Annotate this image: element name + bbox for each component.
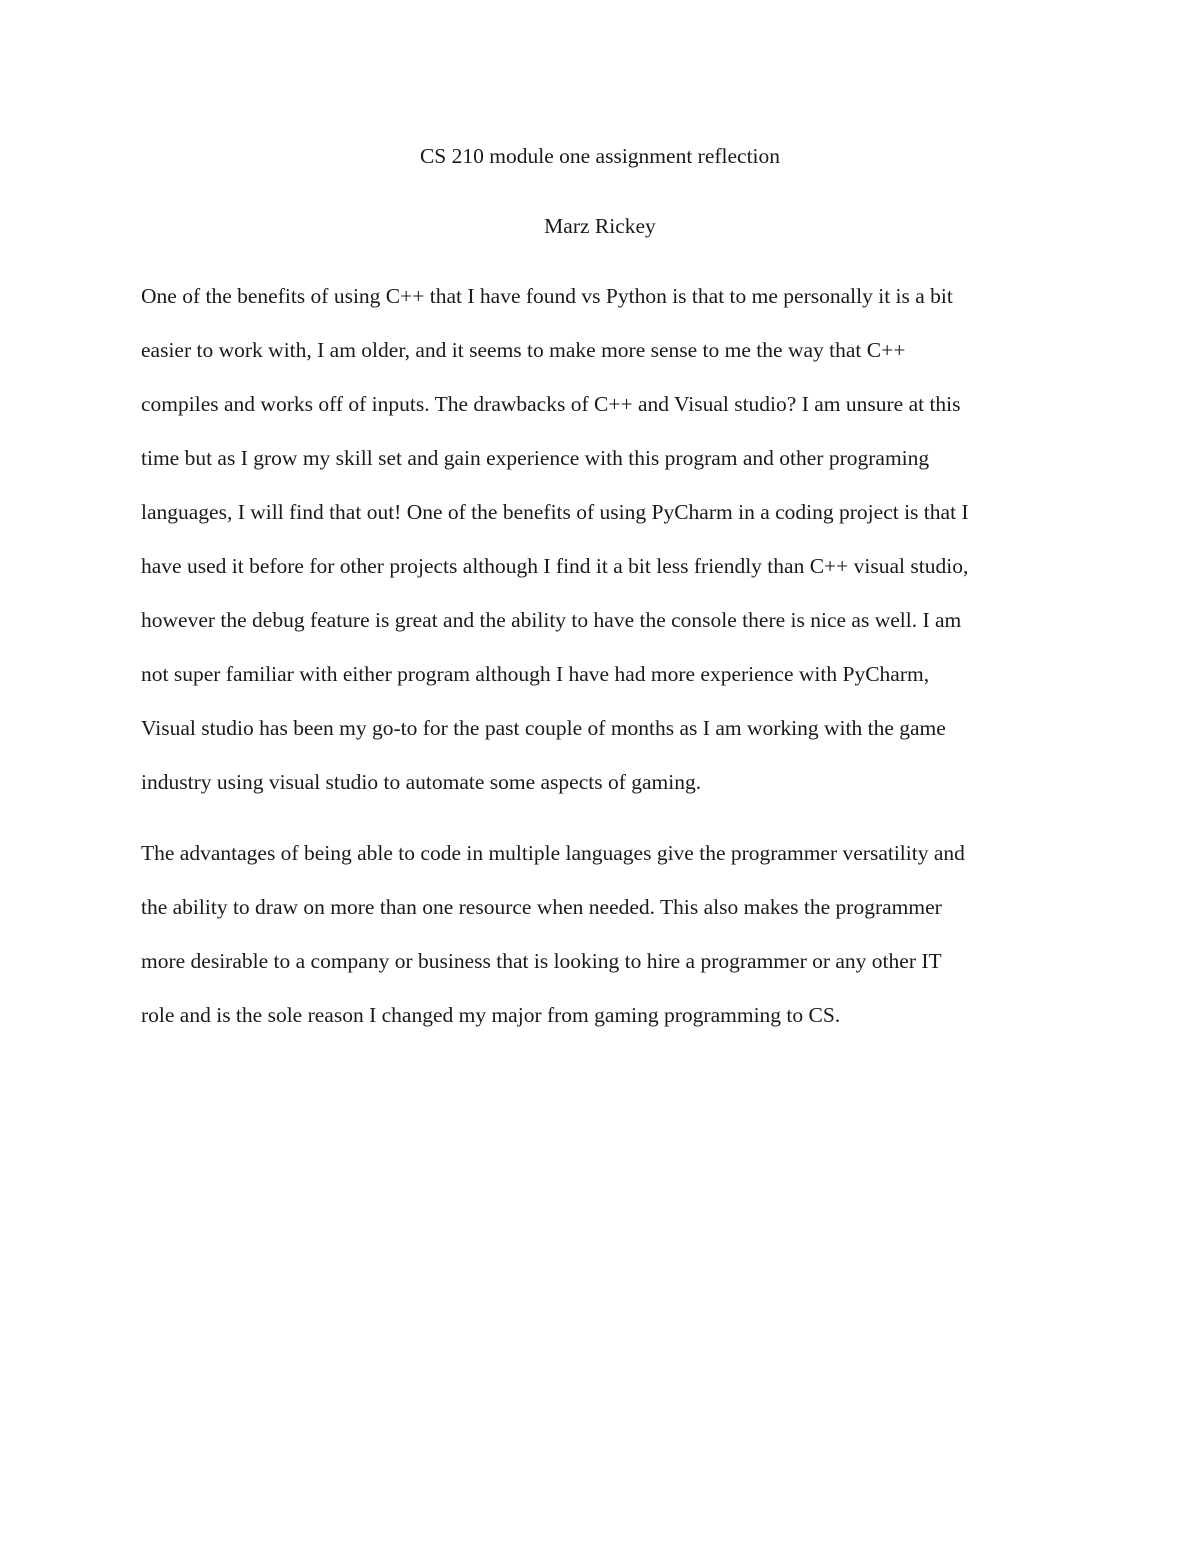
paragraph-line: have used it before for other projects although I find it a bit less friendly than C++ visual studio,: [141, 554, 969, 578]
author-name: Marz Rickey: [544, 214, 656, 238]
paragraph-line: The advantages of being able to code in multiple languages give the programmer versatility and: [141, 841, 965, 865]
paragraph-line: time but as I grow my skill set and gain experience with this program and other programing: [141, 446, 930, 470]
paragraph-line: the ability to draw on more than one resource when needed. This also makes the programmer: [141, 895, 942, 919]
paragraph-line: more desirable to a company or business that is looking to hire a programmer or any other IT: [141, 949, 942, 973]
paragraph-line: One of the benefits of using C++ that I have found vs Python is that to me personally it is a bit: [141, 284, 953, 308]
paragraph-line: languages, I will find that out! One of the benefits of using PyCharm in a coding project is that I: [141, 500, 969, 524]
paragraph-line: easier to work with, I am older, and it seems to make more sense to me the way that C++: [141, 338, 906, 362]
page-title: CS 210 module one assignment reflection: [419, 144, 781, 168]
paragraph-line: not super familiar with either program although I have had more experience with PyCharm,: [141, 662, 930, 686]
paragraph-line: industry using visual studio to automate some aspects of gaming.: [141, 770, 702, 794]
paragraph-line: however the debug feature is great and the ability to have the console there is nice as well. I am: [141, 608, 962, 632]
paragraph-line: Visual studio has been my go-to for the past couple of months as I am working with the game: [141, 716, 946, 740]
paragraph-line: role and is the sole reason I changed my major from gaming programming to CS.: [141, 1003, 841, 1027]
paragraph-line: compiles and works off of inputs. The drawbacks of C++ and Visual studio? I am unsure at this: [141, 392, 961, 416]
